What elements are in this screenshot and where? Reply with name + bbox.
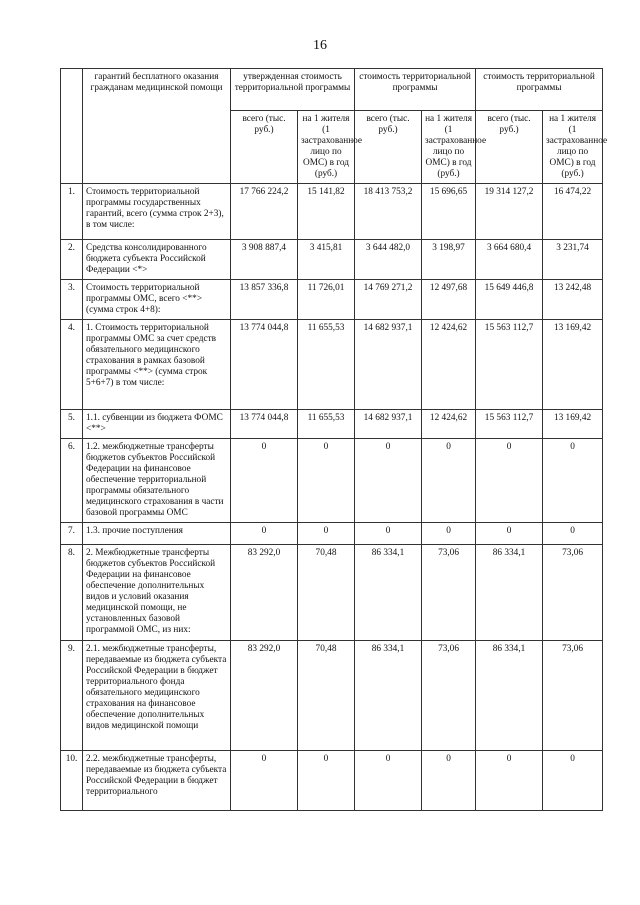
value-total: 86 334,1: [355, 545, 422, 641]
row-name: 1.2. межбюджетные трансферты бюджетов субъектов Российской Федерации на финансовое обеспечение территориальной программы обязательного медицинского страхования в части базовой программы ОМС: [83, 439, 231, 523]
header-row: [61, 69, 603, 111]
page-number: 16: [313, 38, 327, 53]
value-total: 15 649 446,8: [476, 280, 543, 320]
value-total: 3 644 482,0: [355, 240, 422, 280]
table-row: [61, 439, 603, 523]
value-per-capita: 3 415,81: [298, 240, 355, 280]
value-per-capita: 13 242,48: [543, 280, 603, 320]
value-total: 86 334,1: [355, 641, 422, 751]
value-per-capita: 73,06: [422, 641, 476, 751]
subheader-total: всего (тыс. руб.): [355, 111, 422, 184]
header-group-approved: утвержденная стоимость территориальной программы: [231, 69, 355, 111]
value-total: 19 314 127,2: [476, 184, 543, 240]
value-per-capita: 0: [422, 751, 476, 811]
table-row: [61, 280, 603, 320]
value-per-capita: 3 198,97: [422, 240, 476, 280]
value-total: 18 413 753,2: [355, 184, 422, 240]
value-total: 13 774 044,8: [231, 320, 298, 410]
subheader-total: всего (тыс. руб.): [476, 111, 543, 184]
row-name: 1.1. субвенции из бюджета ФОМС <**>: [83, 410, 231, 439]
row-number: 2.: [61, 240, 83, 280]
value-per-capita: 0: [422, 439, 476, 523]
subheader-per-capita: на 1 жителя (1 застрахованное лицо по ОМС) в год (руб.): [298, 111, 355, 184]
value-total: 15 563 112,7: [476, 320, 543, 410]
value-per-capita: 12 497,68: [422, 280, 476, 320]
row-name: 2.2. межбюджетные трансферты, передаваемые из бюджета субъекта Российской Федерации в бюджет территориального: [83, 751, 231, 811]
row-number: 3.: [61, 280, 83, 320]
value-per-capita: 16 474,22: [543, 184, 603, 240]
value-total: 0: [355, 439, 422, 523]
value-per-capita: 0: [298, 751, 355, 811]
value-per-capita: 73,06: [543, 641, 603, 751]
row-number: 4.: [61, 320, 83, 410]
value-total: 86 334,1: [476, 641, 543, 751]
value-per-capita: 0: [298, 523, 355, 545]
header-group-3: стоимость территориальной программы: [476, 69, 603, 111]
value-per-capita: 0: [543, 751, 603, 811]
table-row: [61, 240, 603, 280]
value-total: 0: [231, 523, 298, 545]
table-row: [61, 184, 603, 240]
value-total: 3 908 887,4: [231, 240, 298, 280]
value-total: 0: [476, 439, 543, 523]
subheader-per-capita: на 1 жителя (1 застрахованное лицо по ОМС) в год (руб.): [543, 111, 603, 184]
row-name: Стоимость территориальной программы государственных гарантий, всего (сумма строк 2+3), в том числе:: [83, 184, 231, 240]
value-per-capita: 73,06: [543, 545, 603, 641]
cost-table: [60, 68, 608, 811]
row-number: 5.: [61, 410, 83, 439]
value-per-capita: 13 169,42: [543, 320, 603, 410]
value-per-capita: 12 424,62: [422, 320, 476, 410]
row-number: 1.: [61, 184, 83, 240]
value-total: 15 563 112,7: [476, 410, 543, 439]
table-row: [61, 320, 603, 410]
value-per-capita: 11 726,01: [298, 280, 355, 320]
value-total: 0: [355, 751, 422, 811]
row-name: 2.1. межбюджетные трансферты, передаваемые из бюджета субъекта Российской Федерации в бюджет территориального фонда обязательного медицинского страхования на финансовое обеспечение дополнительных видов медицинской помощи: [83, 641, 231, 751]
row-number: 6.: [61, 439, 83, 523]
value-total: 83 292,0: [231, 641, 298, 751]
value-total: 14 682 937,1: [355, 320, 422, 410]
value-per-capita: 12 424,62: [422, 410, 476, 439]
value-per-capita: 73,06: [422, 545, 476, 641]
value-total: 83 292,0: [231, 545, 298, 641]
value-total: 0: [476, 523, 543, 545]
value-per-capita: 70,48: [298, 641, 355, 751]
value-total: 0: [231, 439, 298, 523]
subheader-per-capita: на 1 жителя (1 застрахованное лицо по ОМС) в год (руб.): [422, 111, 476, 184]
value-per-capita: 70,48: [298, 545, 355, 641]
row-name: 1.3. прочие поступления: [83, 523, 231, 545]
value-total: 13 857 336,8: [231, 280, 298, 320]
value-per-capita: 11 655,53: [298, 410, 355, 439]
table-row: [61, 523, 603, 545]
row-name: 1. Стоимость территориальной программы ОМС за счет средств обязательного медицинского страхования в рамках базовой программы <**> (сумма строк 5+6+7) в том числе:: [83, 320, 231, 410]
value-total: 0: [231, 751, 298, 811]
row-name: 2. Межбюджетные трансферты бюджетов субъектов Российской Федерации на финансовое обеспечение дополнительных видов и условий оказания медицинской помощи, не установленных базовой программой ОМС, из них:: [83, 545, 231, 641]
row-number: 7.: [61, 523, 83, 545]
table-row: [61, 641, 603, 751]
value-per-capita: 13 169,42: [543, 410, 603, 439]
value-total: 0: [476, 751, 543, 811]
value-per-capita: 0: [543, 523, 603, 545]
value-per-capita: 0: [298, 439, 355, 523]
subheader-total: всего (тыс. руб.): [231, 111, 298, 184]
row-number: 9.: [61, 641, 83, 751]
header-name-cell: гарантий бесплатного оказания гражданам медицинской помощи: [83, 69, 231, 184]
value-total: 0: [355, 523, 422, 545]
value-total: 3 664 680,4: [476, 240, 543, 280]
value-total: 13 774 044,8: [231, 410, 298, 439]
value-total: 17 766 224,2: [231, 184, 298, 240]
value-per-capita: 0: [422, 523, 476, 545]
row-number: 10.: [61, 751, 83, 811]
header-group-2: стоимость территориальной программы: [355, 69, 476, 111]
row-name: Стоимость территориальной программы ОМС, всего <**> (сумма строк 4+8):: [83, 280, 231, 320]
value-per-capita: 0: [543, 439, 603, 523]
value-total: 14 769 271,2: [355, 280, 422, 320]
table-row: [61, 410, 603, 439]
row-name: Средства консолидированного бюджета субъекта Российской Федерации <*>: [83, 240, 231, 280]
value-total: 14 682 937,1: [355, 410, 422, 439]
value-per-capita: 15 696,65: [422, 184, 476, 240]
value-per-capita: 11 655,53: [298, 320, 355, 410]
table-row: [61, 751, 603, 811]
header-num-cell: [61, 69, 83, 184]
value-per-capita: 15 141,82: [298, 184, 355, 240]
row-number: 8.: [61, 545, 83, 641]
value-per-capita: 3 231,74: [543, 240, 603, 280]
table-body: [61, 184, 603, 811]
table-row: [61, 545, 603, 641]
value-total: 86 334,1: [476, 545, 543, 641]
